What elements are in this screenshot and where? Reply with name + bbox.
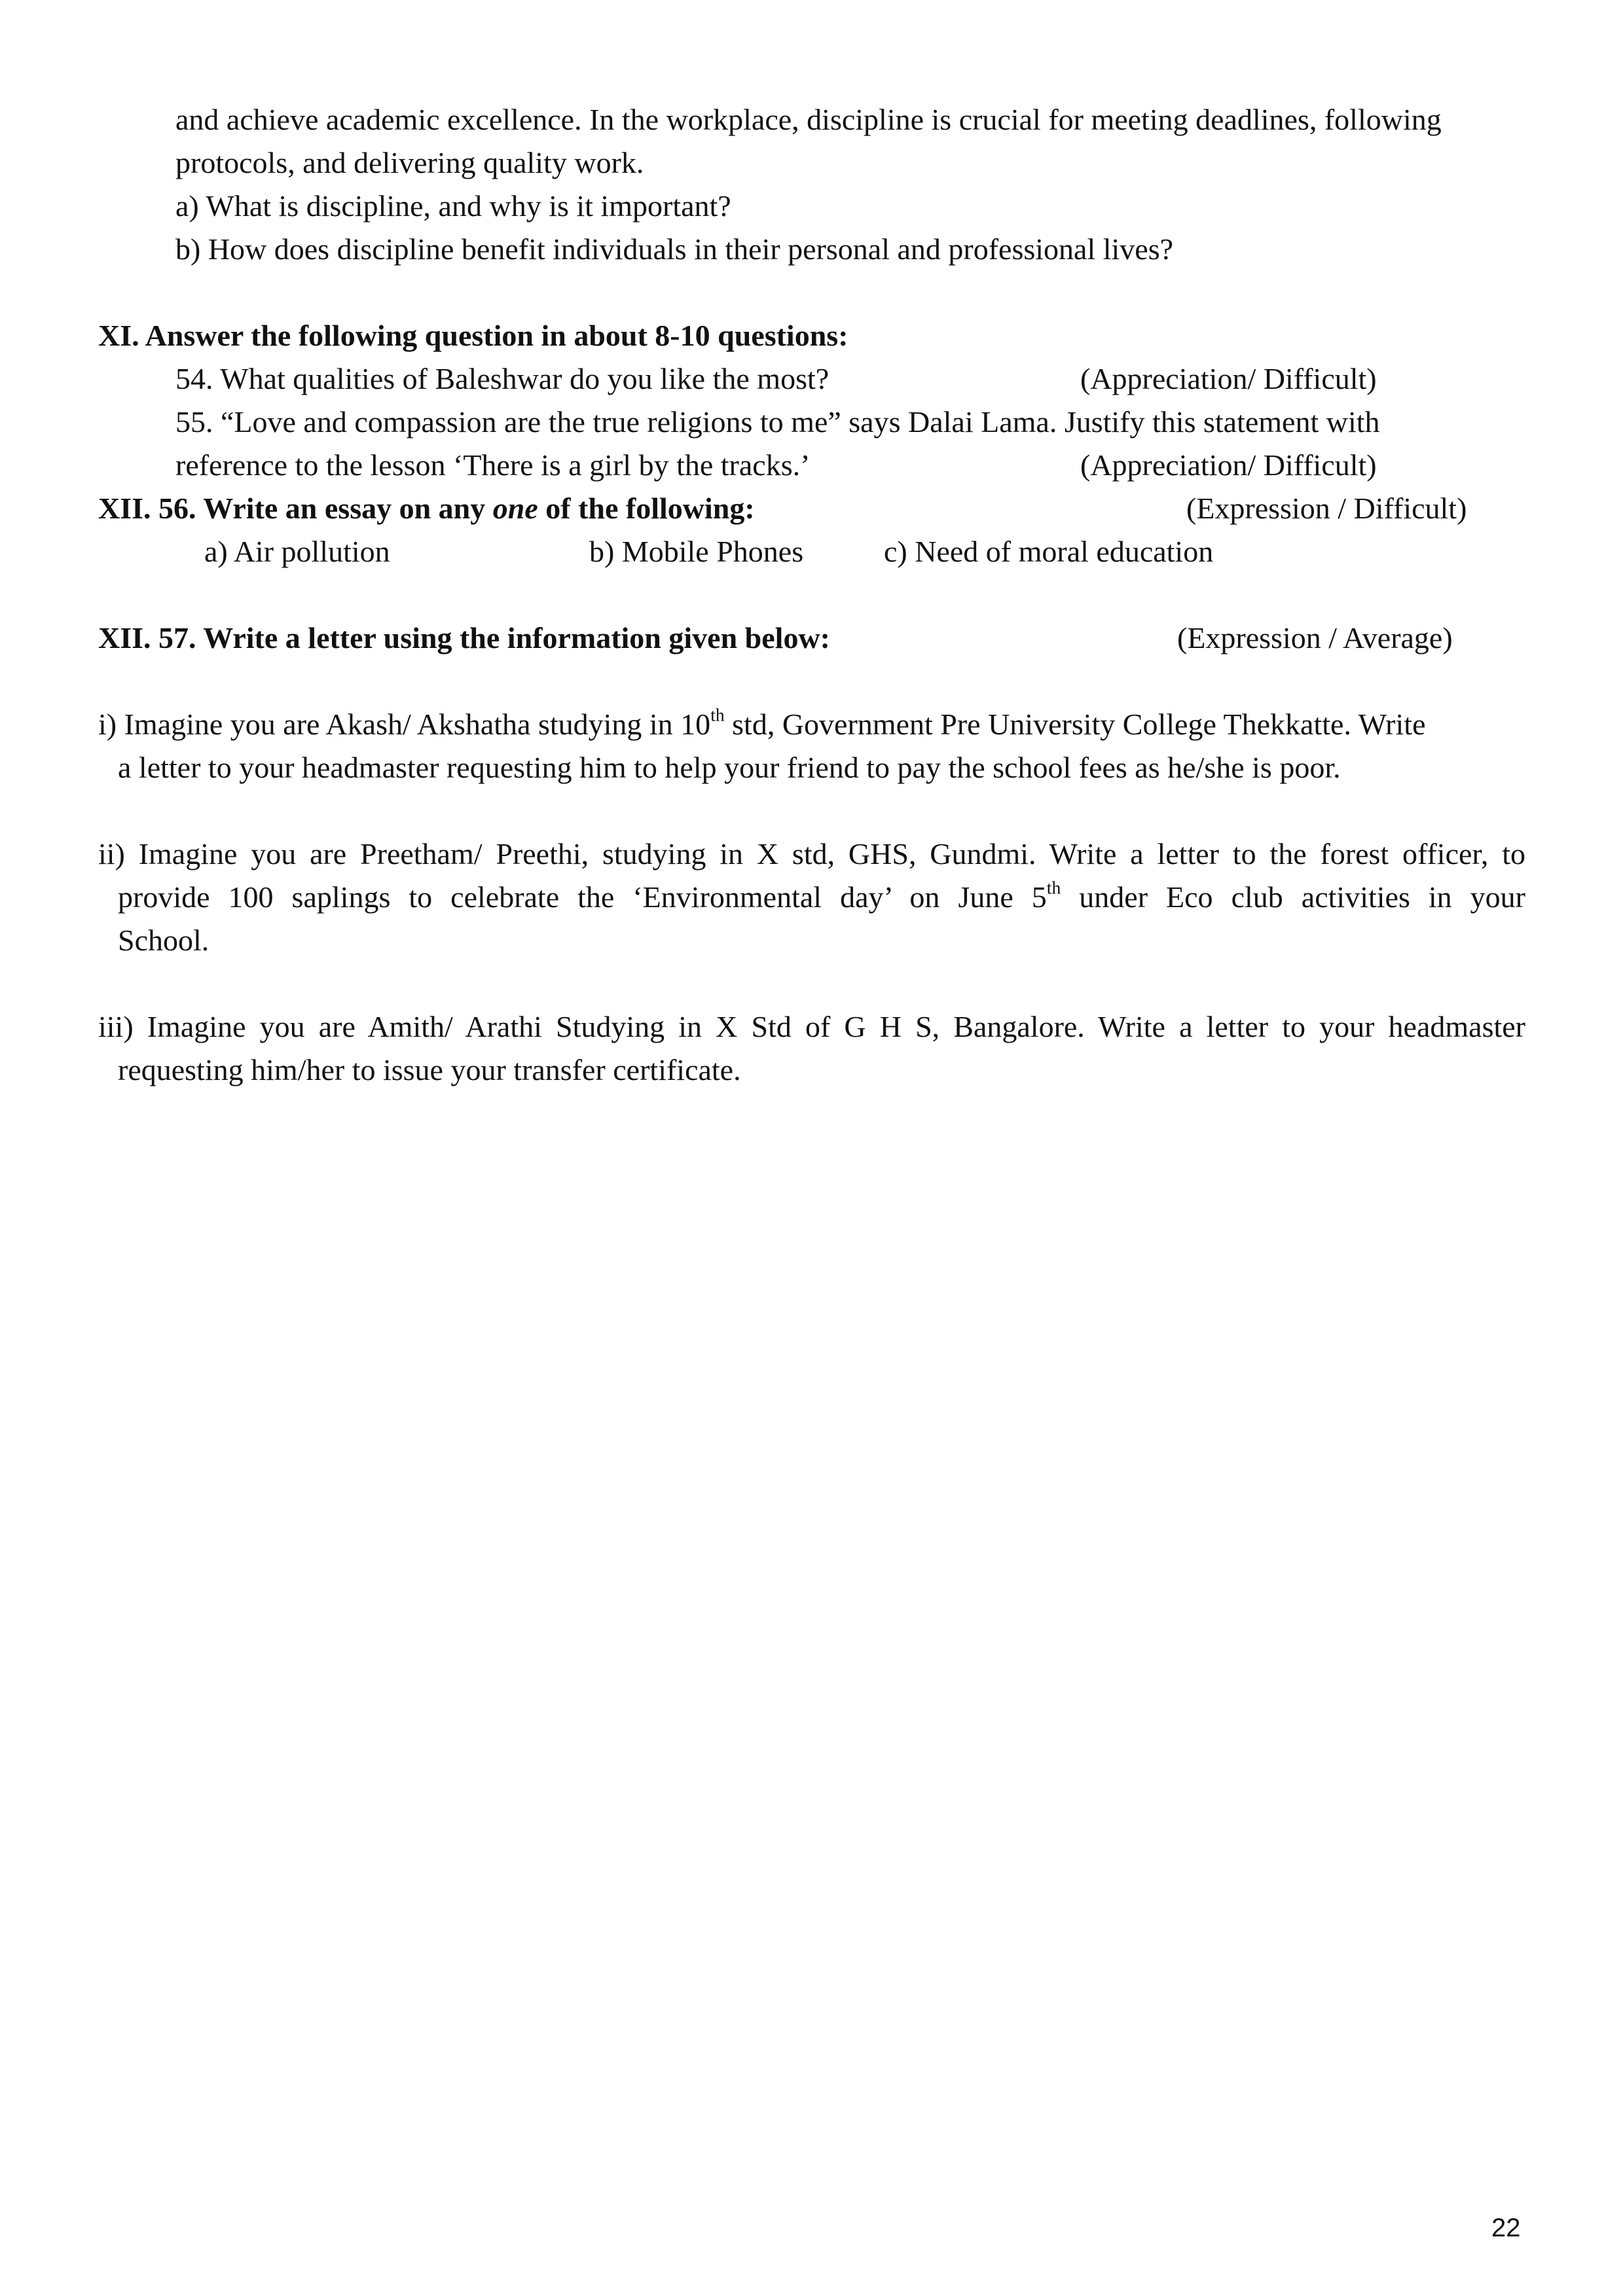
letter-iii-line-1: iii) Imagine you are Amith/ Arathi Studying in X Std of G H S, Bangalore. Write a letter to your headmaster (98, 1010, 1525, 1043)
question-55-tag: (Appreciation/ Difficult) (1080, 448, 1377, 482)
letter-iii-line-2: requesting him/her to issue your transfer certificate. (118, 1053, 741, 1086)
essay-option-b: b) Mobile Phones (589, 535, 804, 568)
question-54: 54. What qualities of Baleshwar do you like the most? (175, 362, 830, 395)
section-xii-letter-heading: XII. 57. Write a letter using the information given below: (98, 621, 830, 655)
letter-ii-line-3: School. (118, 924, 210, 957)
section-xii-essay-heading: XII. 56. Write an essay on any one of the following: (98, 492, 755, 525)
essay-option-a: a) Air pollution (204, 535, 390, 568)
passage-line-2: protocols, and delivering quality work. (175, 146, 644, 179)
letter-ii-line-1: ii) Imagine you are Preetham/ Preethi, studying in X std, GHS, Gundmi. Write a letter to the forest officer, to (98, 837, 1525, 870)
letter-i-line-2: a letter to your headmaster requesting him to help your friend to pay the school fees as he/she is poor. (118, 751, 1341, 784)
question-55-line-2: reference to the lesson ‘There is a girl by the tracks.’ (175, 448, 811, 482)
question-a: a) What is discipline, and why is it important? (175, 189, 731, 223)
question-b: b) How does discipline benefit individuals in their personal and professional lives? (175, 232, 1174, 266)
passage-line-1: and achieve academic excellence. In the workplace, discipline is crucial for meeting deadlines, following (175, 103, 1442, 136)
essay-option-c: c) Need of moral education (884, 535, 1214, 568)
essay-tag: (Expression / Difficult) (1186, 492, 1467, 525)
question-54-tag: (Appreciation/ Difficult) (1080, 362, 1377, 395)
page-number: 22 (1491, 2214, 1521, 2242)
letter-tag: (Expression / Average) (1177, 621, 1453, 655)
section-xi-heading: XI. Answer the following question in about 8-10 questions: (98, 319, 848, 352)
letter-ii-line-2: provide 100 saplings to celebrate the ‘Environmental day’ on June 5th under Eco club activities in your (118, 877, 1525, 914)
question-55-line-1: 55. “Love and compassion are the true religions to me” says Dalai Lama. Justify this statement with (175, 405, 1380, 439)
letter-i-line-1: i) Imagine you are Akash/ Akshatha studying in 10th std, Government Pre University College Thekkatte. Write (98, 704, 1426, 741)
